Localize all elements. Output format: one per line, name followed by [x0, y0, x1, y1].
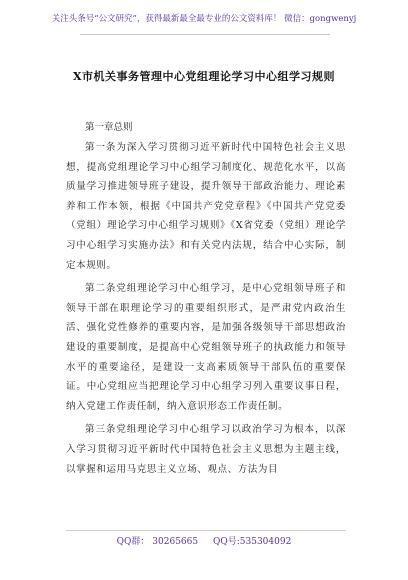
qq-group-text: QQ群： 30265665: [116, 537, 199, 547]
footer-contact: [0, 534, 408, 547]
header-divider: [80, 34, 330, 35]
chapter-heading: 第一章总则: [85, 122, 133, 133]
article-paragraph-2: 第二条党组理论学习中心组学习，是中心党组领导班子和领导干部在职理论学习的重要组织形式，是严肃党内政治生活、强化党性修养的重要内容，是加强各级领导干部思想政治建设的重要制度，是提高中心党组领导班子的执政能力和领导水平的重要途径，是建设一支高素质领导干部队伍的重要保证。中心党组应当把理论学习中心组学习列入重要议事日程，纳入党建工作责任制，纳入意识形态工作责任制。: [66, 283, 346, 412]
qq-number-text: QQ号:535304092: [212, 537, 292, 547]
document-title: X市机关事务管理中心党组理论学习中心组学习规则: [72, 70, 336, 83]
document-body: [66, 118, 346, 480]
article-paragraph-3: 第三条党组理论学习中心组学习以政治学习为根本，以深入学习贯彻习近平新时代中国特色社会主义思想为主题主线，以掌握和运用马克思主义立场、观点、方法为目: [66, 424, 346, 475]
article-paragraph-1: 第一条为深入学习贯彻习近平新时代中国特色社会主义思想，提高党组理论学习中心组学习制度化、规范化水平，以高质量学习推进领导班子建设，提升领导干部政治能力、理论素养和工作本领，根据《中国共产党党章程》《中国共产党党委（党组）理论学习中心组学习规则》《X省党委（党组）理论学习中心组学习实施办法》和有关党内法规，结合中心实际，制定本规则。: [66, 142, 346, 271]
footer-divider: [66, 530, 346, 531]
header-notice: 关注头条号“公文研究”，获得最新最全最专业的公文资料库！ 微信：gongwenyj: [51, 14, 357, 24]
